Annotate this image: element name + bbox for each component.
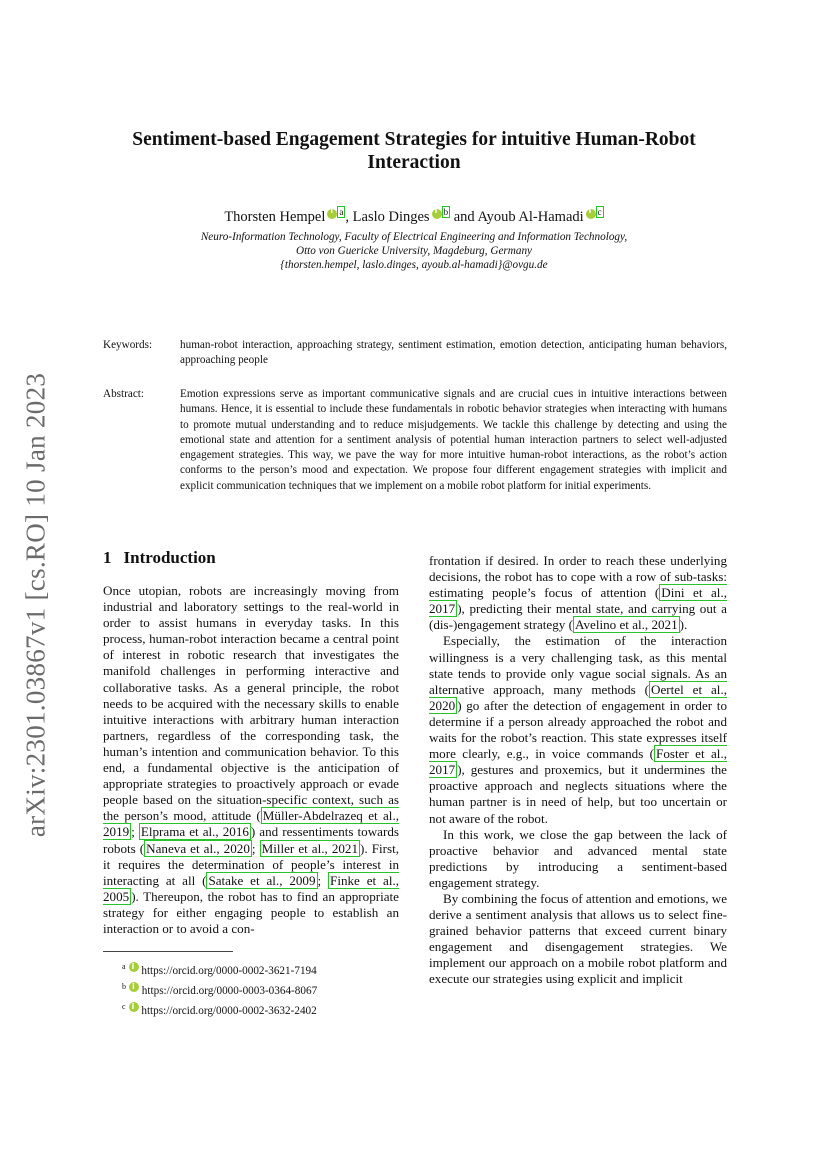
orcid-icon[interactable] xyxy=(586,209,596,219)
citation-link[interactable]: Elprama et al., 2016 xyxy=(140,824,249,840)
affiliation-line: Neuro-Information Technology, Faculty of Electrical Engineering and Information Technology, xyxy=(200,231,628,243)
paper-title: Sentiment-based Engagement Strategies for intuitive Human-Robot Interaction xyxy=(132,129,696,173)
orcid-icon xyxy=(129,1002,139,1012)
orcid-icon xyxy=(129,982,139,992)
abstract-label: Abstract: xyxy=(103,388,145,400)
left-column xyxy=(103,583,399,937)
paragraph: Especially, the estimation of the interaction willingness is a very challenging task, as this mental state tends to provide only vague social signals. As an alternative approach, many methods ( Oertel et al., 2020 ) go after the detection of engagement in order to determine if a person already approached the robot and waits for the robot’s reaction. This state expresses itself more clearly, e.g., in voice commands ( Foster et al., 2017 ), gestures and proxemics, but it undermines the proactive approach and neglects situations where the human partner is in need of help, but too uncertain or not aware of the robot. xyxy=(429,633,727,826)
right-column xyxy=(429,553,727,988)
footnote-url[interactable]: https://orcid.org/0000-0002-3621-7194 xyxy=(141,965,317,977)
footnote-item: $^a$i https://orcid.org/0000-0002-3621-7194 xyxy=(122,959,317,979)
footnote-url[interactable]: https://orcid.org/0000-0002-3632-2402 xyxy=(141,1005,317,1017)
arxiv-id-text: arXiv:2301.03867v1 [cs.RO] 10 Jan 2023 xyxy=(20,372,51,838)
citation-link[interactable]: Oertel et al., 2020 xyxy=(429,681,727,713)
paragraph: By combining the focus of attention and emotions, we derive a sentiment analysis that allows us to select fine-grained behavior patterns that exceed current binary engagement and disengagement strategies. We implement our approach on a mobile robot platform and execute our strategies using explicit and implicit xyxy=(429,890,728,987)
orcid-icon[interactable] xyxy=(432,209,442,219)
section-number: 1 xyxy=(103,548,112,567)
keywords-block xyxy=(103,338,727,367)
orcid-icon[interactable] xyxy=(327,209,337,219)
footnote-url[interactable]: https://orcid.org/0000-0003-0364-8067 xyxy=(141,985,318,997)
affiliation xyxy=(100,230,728,272)
author-footnote-link[interactable]: b xyxy=(443,207,449,217)
author-footnote-link[interactable]: a xyxy=(339,207,344,217)
citation-link[interactable]: Naneva et al., 2020 xyxy=(146,840,250,856)
citation-link[interactable]: Foster et al., 2017 xyxy=(429,746,727,778)
author-list: Thorsten Hempeli $^a$ , Laslo Dingesi $^b$ and Ayoub Al-Hamadii $^c$ xyxy=(100,207,728,226)
citation-link[interactable]: Finke et al., 2005 xyxy=(103,872,399,904)
citation-link[interactable]: Müller-Abdelrazeq et al., 2019 xyxy=(103,808,399,840)
abstract-block xyxy=(103,387,727,494)
author-footnote-link[interactable]: c xyxy=(597,207,602,217)
abstract-text: Emotion expressions serve as important communicative signals and are crucial cues in intuitive interactions between humans. Hence, it is essential to include these fundamentals in robotic behavior strategies when interacting with humans to promote mutual understanding and to reduce misjudgements. We tackle this challenge by detecting and using the emotional state and attention for a sentiment analysis of potential human interaction partners to select well-adjusted engagement strategies. This way, we pave the way for more intuitive human-robot interactions, as the robot’s action conforms to the person’s mood and expectation. We propose four different engagement strategies with implicit and explicit communication techniques that we implement on a mobile robot platform for initial experiments. xyxy=(180,388,727,492)
footnote-divider xyxy=(103,951,233,952)
section-title: Introduction xyxy=(123,548,216,567)
author-name: Ayoub Al-Hamadi xyxy=(477,209,584,225)
author-name: Laslo Dinges xyxy=(352,209,430,225)
keywords-text: human-robot interaction, approaching strategy, sentiment estimation, emotion detection, anticipating human behaviors, approaching people xyxy=(180,339,727,366)
paragraph: In this work, we close the gap between the lack of proactive behavior and advanced mental state predictions by introducing a sentiment-based engagement strategy. xyxy=(429,826,727,890)
section-heading xyxy=(103,548,216,568)
footnote-item: $^c$i https://orcid.org/0000-0002-3632-2402 xyxy=(122,999,317,1019)
footnote-item: $^b$i https://orcid.org/0000-0003-0364-8067 xyxy=(122,979,317,999)
citation-link[interactable]: Dini et al., 2017 xyxy=(429,585,727,617)
affiliation-line: Otto von Guericke University, Magdeburg, Germany xyxy=(295,245,533,257)
arxiv-identifier xyxy=(6,360,66,850)
citation-link[interactable]: Avelino et al., 2021 xyxy=(574,617,678,633)
orcid-icon xyxy=(129,962,139,972)
paragraph: Once utopian, robots are increasingly moving from industrial and laboratory settings to the real-world in order to assist humans in everyday tasks. In this process, human-robot interaction became a central point of interest in robotic research that investigates the manifold challenges in performing interactive and collaborative tasks. As a general principle, the robot needs to be acquired with the necessary skills to enable intuitive interactions with arbitrary human interaction partners, regardless of the corresponding task, the human’s intention and communication behavior. To this end, a fundamental objective is the anticipation of appropriate strategies to proactively approach or evade people based on the situation-specific context, such as the person’s mood, attitude ( Müller-Abdelrazeq et al., 2019 ; Elprama et al., 2016 ) and ressentiments towards robots ( Naneva et al., 2020 ; Miller et al., 2021 ). First, it requires the determination of people’s interest in interacting at all ( Satake et al., 2009 ; Finke et al., 2005 ). Thereupon, the robot has to find an appropriate strategy for either engaging people to establish an interaction or to avoid a con- xyxy=(103,583,399,936)
paragraph: frontation if desired. In order to reach these underlying decisions, the robot has to cope with a row of sub-tasks: estimating people’s focus of attention ( Dini et al., 2017 ), predicting their mental state, and carrying out a (dis-)engagement strategy ( Avelino et al., 2021 ). xyxy=(429,553,727,633)
author-name: Thorsten Hempel xyxy=(224,209,326,225)
footnotes xyxy=(122,959,317,1019)
email-line: {thorsten.hempel, laslo.dinges, ayoub.al-hamadi}@ovgu.de xyxy=(280,259,548,271)
keywords-label: Keywords: xyxy=(103,339,153,351)
citation-link[interactable]: Miller et al., 2021 xyxy=(261,840,359,856)
citation-link[interactable]: Satake et al., 2009 xyxy=(208,872,316,888)
